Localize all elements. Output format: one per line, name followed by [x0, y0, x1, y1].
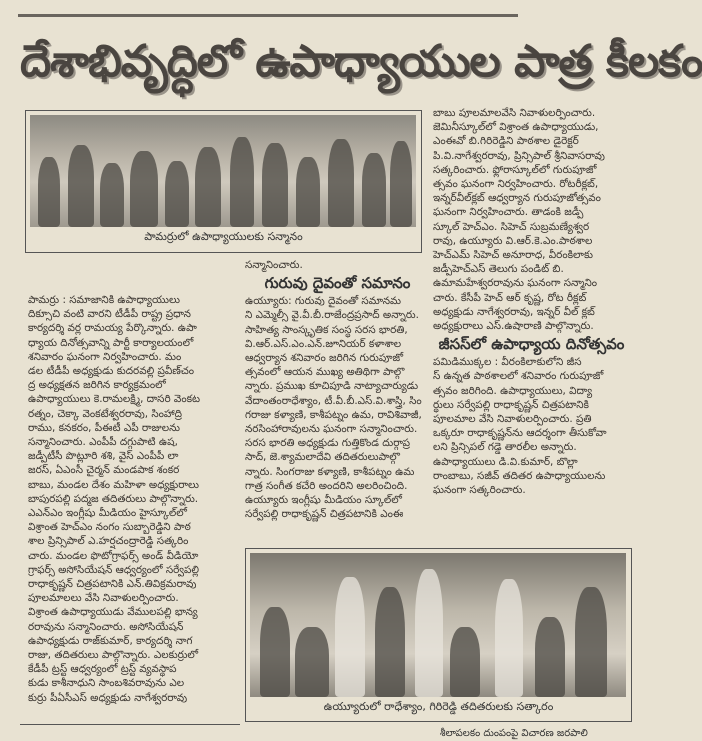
text-line: ఆధ్వర్యాన శనివారం జరిగిన గురుపూజో [245, 352, 404, 365]
text-line: ఘనంగా నిర్వహించారు. తాడంకి జడ్పీ [433, 206, 584, 219]
text-line: కుడు కాశీనాధుని సాంబశివరావును ఎల [28, 677, 185, 690]
headline: దేశాభివృద్ధిలో ఉపాధ్యాయుల పాత్ర కీలకం [20, 36, 702, 87]
text-line: రత్నం, చెక్కా వెంకటేశ్వరరావు, సింహాద్రి [28, 407, 183, 420]
text-line: గరాజు కళ్యాణి, కాశీపట్నం ఉమ, రావిశివాజీ, [245, 408, 422, 421]
text-line: విశ్రాంత ఉపాధ్యాయుడు వేములపల్లి భాన్య [28, 606, 198, 619]
text-line: జడ్పీహెచ్ఎస్ తెలుగు పండిట్ బి. [433, 263, 564, 276]
text-line: పూలమాల వేసి నివాళులర్పించారు. ప్రతి [433, 413, 592, 426]
text-line: సాహిత్య సాంస్కృతిక సంస్థ సరస భారతి, [245, 323, 408, 336]
text-line: చారు. మండల ఫొటోగ్రాఫర్స్ అండ్ వీడియో [28, 549, 199, 562]
text-line: లని ప్రిన్సిపల్ గడ్డె తారలీల అన్నారు. [433, 441, 577, 454]
column2-lead: సన్మానించారు. [245, 259, 303, 271]
text-line: పామర్రు : సమాజానికి ఉపాధ్యాయులు [28, 294, 180, 306]
text-line: చారు. కేసీపీ హెచ్ ఆర్ కృష్ణ, రోట రీక్లబ్ [433, 291, 587, 304]
bottom-photo-caption: ఉయ్యూరులో రాధేశ్యాం, గిరిరెడ్డి తదితరులకు సత్కారం [323, 700, 554, 713]
text-line: బాబు, మండల దేశం మహిళా అధ్యక్షురాలు [28, 478, 199, 491]
text-line: ఉయ్యూరు ఇంగ్లీషు మీడియం స్కూల్‌లో [245, 494, 402, 507]
text-line: జెమినీస్కూల్‌లో విశ్రాంత ఉపాధ్యాయుడు, [433, 121, 599, 134]
text-line: ని ఎమ్మెల్సీ వై.వీ.బీ.రాజేంద్రప్రసాద్ అన్నారు. [245, 309, 419, 322]
top-photo-box [25, 110, 422, 253]
text-line: రాజు, తదితరులు పాల్గొన్నారు. ఎలకుర్రులో [28, 649, 199, 662]
text-line: ఎంఈవో బి.గిరిరెడ్డిని పాఠశాల డైరెక్టర్ [433, 135, 579, 148]
text-line: ఘనంగా సత్కరించారు. [433, 484, 526, 497]
text-line: గాత్ర సంగీత కచేరి అందరిని అలరించింది. [245, 479, 408, 492]
text-line: త్సవం ఘనంగా నిర్వహించారు. రోటరీక్లబ్, [433, 178, 599, 191]
bottom-divider [20, 724, 240, 725]
text-line: ఎఎన్ఎం ఇంగ్లీషు మీడియం హైస్కూల్‌లో [28, 507, 187, 520]
subheading-guruvu: గురువు దైవంతో సమానం [264, 274, 411, 293]
article-column-1 [28, 293, 240, 705]
text-line: హెచ్ఎమ్ సిహెచ్ అనూరాధ, వీరంకిలాకు [433, 249, 593, 262]
text-line: కార్యదర్శి వర్ల రామయ్య పేర్కొన్నారు. ఉపా [28, 322, 197, 335]
text-line: కేడీపీ ట్రస్ట్ ఆధ్వర్యంలో ట్రస్ట్ వ్యవస్థాప [28, 663, 177, 676]
text-line: వి.ఆర్.ఎస్.ఎం.ఎన్.జూనియర్ కళాశాల [245, 337, 402, 350]
text-line: అధ్యక్షురాలు ఎస్.ఉషారాణి పాల్గొన్నారు. [433, 320, 594, 333]
text-line: దిక్సూచి వంటి వారని టీడీపీ రాష్ట్ర ప్రధాన [28, 308, 191, 321]
top-photo [30, 115, 416, 227]
text-line: నరసింహారావులను ఘనంగా సన్మానించారు. [245, 423, 418, 436]
text-line: ఉపాధ్యక్షుడు రాజ్‌కుమార్, కార్యదర్శి నాగ [28, 634, 193, 647]
text-line: ధ్యాయ దినోత్సవాన్ని పార్టీ కార్యాలయంలో [28, 336, 194, 349]
text-line: రాము, కనకరం, పీఈటీ ఎపీ రాజులను [28, 421, 180, 434]
text-line: సర్వేపల్లి రాధాకృష్ణన్ చిత్రపటానికి ఎంఈ [245, 508, 404, 521]
text-line: స్కూల్ హెచ్ఎం. సిహెచ్ సుబ్రమణ్యేశ్వర [433, 220, 590, 233]
text-line: ఉపాధ్యాయులు కె.రామలక్ష్మి, దాసరి వెంకట [28, 393, 201, 406]
subheading-jesus: జీసస్‌లో ఉపాధ్యాయ దినోత్సవం [438, 335, 625, 354]
article-column-2 [245, 258, 430, 521]
text-line: సరస భారతి అధ్యక్షుడు గుత్తికొండ దుర్గాప్ర [245, 437, 411, 450]
text-line: జడ్పీటీసీ పొట్లూరి శశి, వైస్ ఎంపీపీ లా [28, 450, 179, 463]
top-photo-caption: పామర్రులో ఉపాధ్యాయులకు సన్మానం [144, 230, 303, 243]
text-line: ర్థులు సర్వేపల్లి రాధాకృష్ణన్ చిత్రపటానికి [433, 398, 589, 411]
text-line: న్నారు. సింగరాజు కళ్యాణి, కాశీపట్నం ఉమ [245, 465, 415, 478]
text-line: విశ్రాంత హెచ్ఎం నంగం సుబ్బారెడ్డిని పాఠ [28, 521, 191, 534]
text-line: ఉయ్యూరు: గురువు దైవంతో సమానమ [245, 295, 402, 308]
article-column-3 [433, 106, 630, 497]
text-line: సాద్, జె.శ్యామలాదేవి తదితరులుపాల్గొ [245, 451, 401, 464]
text-line: రాంబాబు, సజీవ్ తదితర ఉపాధ్యాయులను [433, 469, 606, 482]
text-line: డల టీడీపీ అధ్యక్షుడు కుదరవల్లి ప్రవీణ్‌చం [28, 365, 195, 378]
text-line: సన్మానించారు. ఎంపీపీ దగ్గుపాటి ఉష, [28, 436, 178, 449]
text-line: త్సవం జరిగింది. ఉపాధ్యాయులు, విద్యా [433, 384, 593, 397]
text-line: ఉపాధ్యాయులు డి.వి.కుమార్, బొల్లా [433, 455, 578, 468]
text-line: ఉమామహేశ్వరరావును ఘనంగా సన్మానిం [433, 277, 598, 290]
top-rule [18, 14, 518, 17]
next-article-headline: శీలాపలకం దుంపంపై విచారణ జరపాలి [440, 728, 588, 739]
text-line: రావు, ఉయ్యూరు వి.ఆర్.కె.ఎం.పాఠశాల [433, 234, 593, 247]
text-line: బాబు పూలమాలవేసి నివాళులర్పించారు. [433, 107, 596, 119]
text-line: రరావును సన్మానించారు. అసోసియేషన్ [28, 620, 184, 633]
text-line: పమిడిముక్కల : వీరంకిలాకులోని జీస [433, 356, 582, 369]
text-line: న్నారు. ప్రముఖ కూచిపూడి నాట్యాచార్యుడు [245, 380, 419, 393]
text-line: శాల ప్రిన్సిపాల్ ఎ.హర్షచంద్రారెడ్డి సత్కరిం [28, 535, 189, 548]
text-line: కుర్రు పీఏసీఎస్ అధ్యక్షుడు నాగేశ్వరరావు [28, 691, 188, 704]
text-line: అధ్యక్షుడు నాగేశ్వరరావు, ఇన్నర్ వీల్ క్లబ్ [433, 305, 595, 318]
text-line: ఒక్కరూ రాధాకృష్ణన్‌ను ఆదర్శంగా తీసుకోవా [433, 427, 607, 440]
bottom-photo-box [245, 548, 632, 722]
text-line: వేదాంతంరాధేశ్యాం, టీ.వీ.బీ.ఎస్.వి.శాస్త్రి, సిం [245, 394, 422, 407]
text-line: ఇన్నర్‌వీల్‌క్లబ్ ఆధ్వర్యాన గురుపూజోత్సవం [433, 192, 601, 205]
text-line: జరస్, ఏఎంసీ చైర్మన్ మండపాక శంకర [28, 464, 180, 477]
text-line: ద్ర అధ్యక్షతన జరిగిన కార్యక్రమంలో [28, 379, 166, 392]
text-line: శనివారం ఘనంగా నిర్వహించారు. మం [28, 350, 182, 363]
text-line: పూలమాలలు వేసి నివాళులర్పించారు. [28, 592, 179, 605]
text-line: సత్కరించారు. ఫ్లోరాస్కూల్‌లో గురుపూజో [433, 163, 597, 176]
text-line: స్ ఉన్నత పాఠశాలలో శనివారం గురుపూజో [433, 370, 604, 383]
bottom-photo [250, 553, 626, 697]
text-line: రాధాకృష్ణన్ చిత్రపటానికి ఎన్.తివిక్రమరావు [28, 578, 197, 591]
text-line: పి.వి.నాగేశ్వరరావు, ప్రిన్సిపాల్ శ్రీనివాసరావు [433, 149, 605, 162]
text-line: గ్రాఫర్స్ అసోసియేషన్ ఆధ్వర్యంలో సర్వేపల్లి [28, 563, 200, 576]
text-line: బాపురపల్లి పద్మజ తదితరులు పాల్గొన్నారు. [28, 492, 199, 505]
text-line: త్సవంలో ఆయన ముఖ్య అతిథిగా పాల్గొ [245, 366, 405, 379]
